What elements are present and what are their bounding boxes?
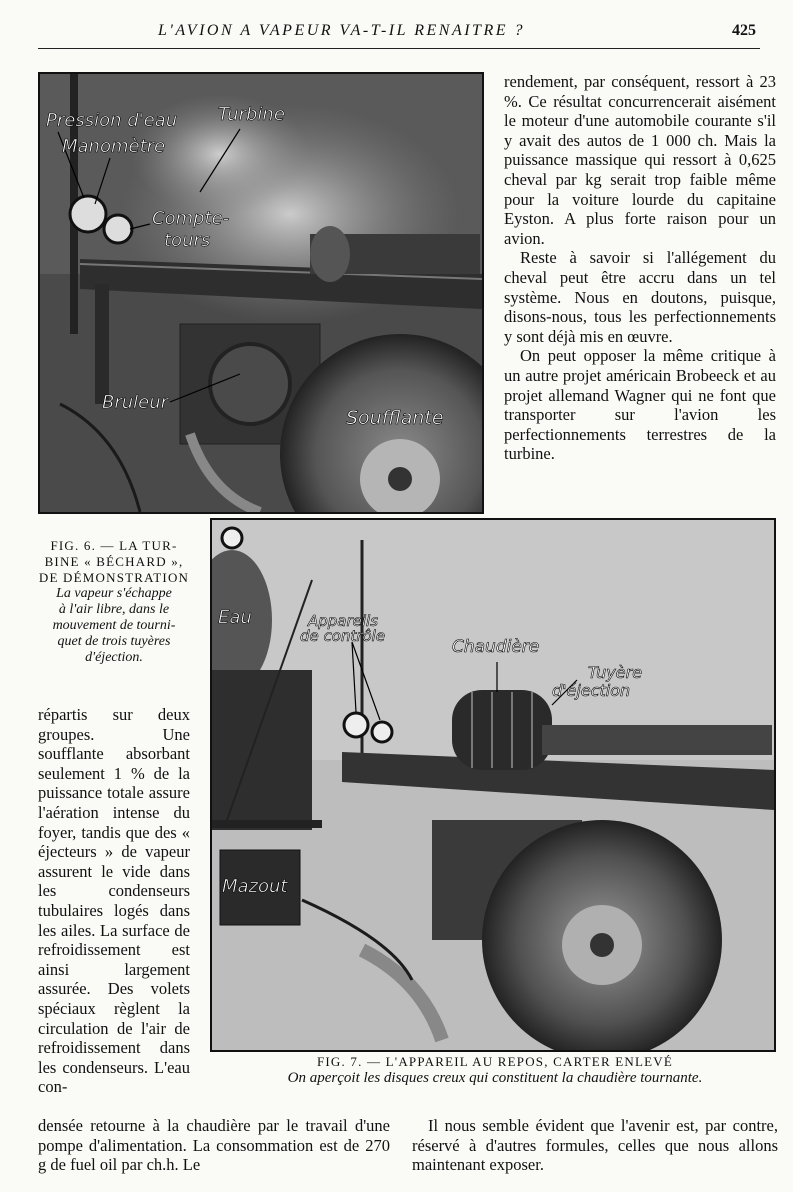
- label-tuyere: Tuyère: [588, 663, 643, 682]
- page-header: [38, 18, 760, 49]
- paragraph: rendement, par conséquent, ressort à 23 %. Ce résultat concurrencerait aisément le moteur d'une automobile courante s'il y avait des autos de 1 000 ch. Mais la puissance massique qui ressort à 0,625 cheval par kg serait trop faible même pour la voiture lourde du capitaine Eyston. A plus forte raison pour un avion.: [504, 72, 776, 248]
- paragraph: répartis sur deux groupes. Une soufflante absorbant seulement 1 % de la puissance totale assure l'aération intense du foyer, tandis que des « éjecteurs » de vapeur assurent le vide dans les condenseurs tubulaires logés dans les ailes. La surface de refroidissement est ainsi largement assurée. Des volets spéciaux règlent la circulation de l'air de refroidissement dans les condenseurs. L'eau con-: [38, 705, 190, 1097]
- figure-6-caption: [38, 538, 190, 666]
- apparatus-photo-illustration: [212, 520, 774, 1050]
- paragraph: Reste à savoir si l'allégement du cheval peut être accru dans un tel système. Nous en doutons, puisque, disons-nous, tous les perfectionnements y sont déjà mis en œuvre.: [504, 248, 776, 346]
- caption-head: FIG. 7. — L'APPAREIL AU REPOS, CARTER ENLEVÉ: [316, 1054, 674, 1069]
- label-chaudiere: Chaudière: [452, 637, 540, 657]
- label-de-controle: de contrôle: [300, 627, 386, 645]
- bottom-left-text: [38, 1116, 390, 1175]
- label-bruleur: Bruleur: [102, 392, 169, 413]
- bottom-right-text: [412, 1116, 778, 1175]
- figure-6-photo: [38, 72, 484, 514]
- page-number: 425: [732, 22, 756, 39]
- running-title: L'AVION A VAPEUR VA-T-IL RENAITRE ?: [158, 22, 525, 39]
- figure-7-caption: [215, 1054, 775, 1087]
- label-compte: Compte-: [152, 208, 230, 229]
- caption-head: FIG. 6. — LA TUR- BINE « BÉCHARD », DE DÉMONSTRATION: [38, 538, 190, 585]
- label-appareils: Appareils: [308, 612, 379, 630]
- caption-body: La vapeur s'échappe à l'air libre, dans le mouvement de tourni- quet de trois tuyères d'éjection.: [52, 586, 176, 665]
- label-manometre: Manomètre: [62, 136, 166, 157]
- label-pression: Pression d'eau: [46, 110, 178, 131]
- label-eau: Eau: [218, 607, 252, 628]
- caption-body: On aperçoit les disques creux qui constituent la chaudière tournante.: [287, 1070, 703, 1086]
- paragraph: On peut opposer la même critique à un autre projet américain Brobeeck et au projet allemand Wagner qui ne font que transporter sur l'avion les perfectionnements terrestres de la turbine.: [504, 346, 776, 464]
- label-soufflante: Soufflante: [346, 407, 444, 429]
- left-text-column: [38, 705, 190, 1097]
- paragraph: Il nous semble évident que l'avenir est, par contre, réservé à d'autres formules, celles que nous allons maintenant exposer.: [412, 1116, 778, 1175]
- right-text-column: [504, 72, 776, 464]
- paragraph: densée retourne à la chaudière par le travail d'une pompe d'alimentation. La consommation est de 270 g de fuel oil par ch.h. Le: [38, 1116, 390, 1175]
- label-mazout: Mazout: [222, 876, 288, 897]
- label-tours: tours: [164, 230, 211, 251]
- figure-7-photo: [210, 518, 776, 1052]
- label-d-ejection: d'éjection: [552, 681, 631, 700]
- turbine-photo-illustration: [40, 74, 482, 512]
- label-turbine: Turbine: [218, 104, 285, 125]
